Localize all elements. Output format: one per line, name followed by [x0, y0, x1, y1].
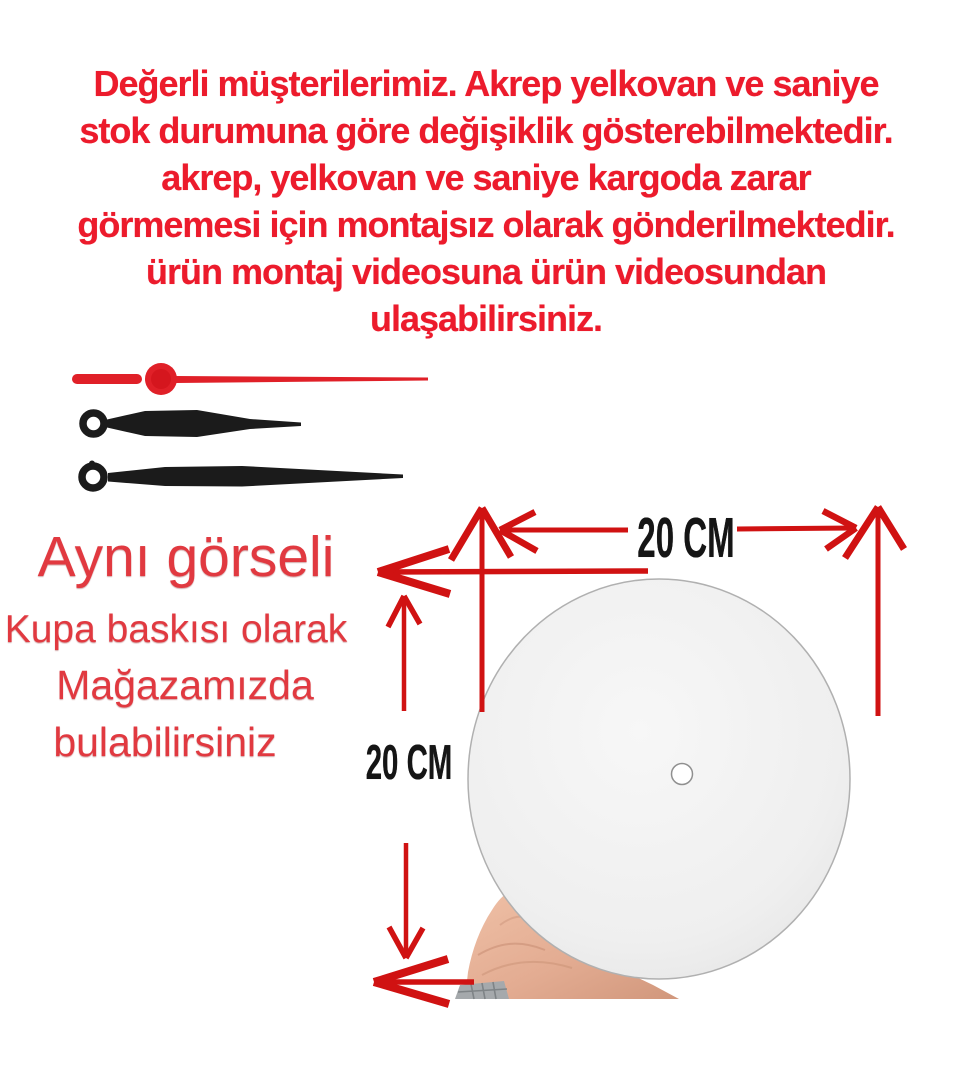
second-hand-image: [72, 363, 428, 395]
width-dimension-label: 20 CM: [637, 506, 735, 570]
side-note-title: Aynı görseli: [37, 525, 335, 589]
height-dimension-label: 20 CM: [365, 736, 453, 790]
clock-disc: [468, 579, 850, 979]
side-note-line: Mağazamızda: [56, 662, 314, 708]
minute-hand-image: [82, 461, 403, 489]
notice-text: [0, 60, 972, 342]
notice-line: Değerli müşterilerimiz. Akrep yelkovan ve saniye: [93, 63, 879, 104]
notice-line: stok durumuna göre değişiklik gösterebilmektedir.: [79, 110, 893, 151]
disc-center-hole: [672, 764, 693, 785]
notice-line: ulaşabilirsiniz.: [369, 298, 603, 339]
notice-line: görmemesi için montajsız olarak gönderilmektedir.: [77, 204, 895, 245]
side-note-line: bulabilirsiniz: [53, 719, 277, 765]
hour-hand-image: [83, 410, 301, 437]
width-arrow-left-icon: [500, 512, 628, 551]
notice-line: ürün montaj videosuna ürün videosundan: [145, 251, 827, 292]
right-edge-arrow-icon: [845, 507, 904, 716]
height-arrow-up-icon: [388, 596, 420, 711]
notice-line: akrep, yelkovan ve saniye kargoda zarar: [161, 157, 811, 198]
width-arrow-right-icon: [737, 511, 856, 549]
height-arrow-down-icon: [389, 843, 423, 958]
side-note-line: Kupa baskısı olarak: [4, 608, 348, 651]
